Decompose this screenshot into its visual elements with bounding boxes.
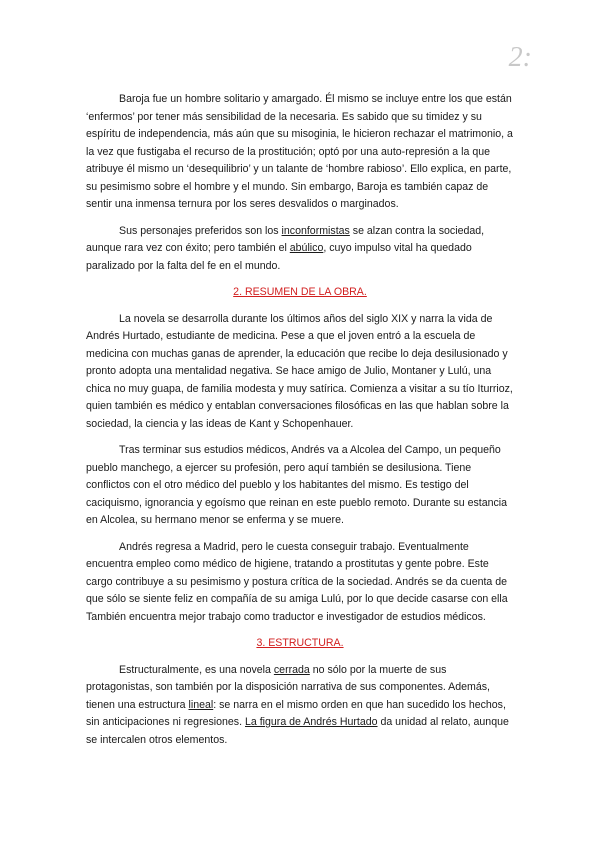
paragraph-characters [86,223,514,276]
text-run: : se narra en el mismo orden en que han sucedido los hechos, sin anticipaciones ni regresiones. [86,698,506,728]
document-body [86,91,514,758]
section-heading-estructura: 3. ESTRUCTURA. [256,637,344,649]
text-run: se alzan contra la sociedad, aunque rara vez con éxito; pero también el [86,224,485,254]
text-run: da unidad al relato, aunque se intercalen otros elementos. [86,716,509,746]
underlined-term-andres-hurtado: La figura de Andrés Hurtado [245,716,378,728]
paragraph-structure [86,662,514,750]
text-run: Estructuralmente, es una novela [119,663,274,676]
paragraph-summary-1: La novela se desarrolla durante los últimos años del siglo XIX y narra la vida de Andrés Hurtado, estudiante de medicina. Pese a que el joven entró a la escuela de medicina con muchas ganas de aprender, la educación que recibe lo deja desilusionado y pronto adopta una mentalidad negativa. Se hace amigo de Julio, Montaner y Lulú, una chica no muy guapa, de familia modesta y muy satírica. Comienza a visitar a su tío Iturrioz, quien también es médico y entablan conversaciones filosóficas en las que hablan sobre la sociedad, la ciencia y las ideas de Kant y Schopenhauer. [86,312,513,430]
underlined-term-inconformistas: inconformistas [281,224,350,237]
paragraph-summary-3: Andrés regresa a Madrid, pero le cuesta conseguir trabajo. Eventualmente encuentra empleo como médico de higiene, tratando a prostitutas y gente pobre. Este cargo contribuye a su pesimismo y postura crítica de la sociedad. Andrés se da cuenta de que sólo se siente feliz en compañía de su amiga Lulú, por lo que decide casarse con ella También encuentra mejor trabajo como traductor e investigador de estudios médicos. [86,540,508,623]
text-run: , cuyo impulso vital ha quedado paralizado por la falta del fe en el mundo. [86,242,472,272]
underlined-term-abulico: abúlico [289,242,324,254]
text-run: Sus personajes preferidos son los [119,224,282,237]
page-number: 2: [508,42,532,73]
paragraph-baroja-character: Baroja fue un hombre solitario y amargado. Él mismo se incluye entre los que están ‘enfermos’ por tener más sensibilidad de la necesaria. Es sabido que su timidez y su espíritu de independencia, más aún que su misoginia, le hicieron rechazar el matrimonio, a la vez que fustigaba el recurso de la prostitución; optó por una auto-represión a la que atribuye él mismo un ‘desequilibrio’ y un talante de ‘hombre rabioso’. Ello explica, en parte, su pesimismo sobre el hombre y el mundo. Sin embargo, Baroja es también capaz de sentir una inmensa ternura por los seres desvalidos o marginados. [86,93,513,210]
underlined-term-lineal: lineal [188,698,214,711]
text-run: no sólo por la muerte de sus protagonistas, son también por la disposición narrativa de sus componentes. Además, tienen una estructura [86,663,490,711]
section-heading-resumen: 2. RESUMEN DE LA OBRA. [233,286,367,298]
underlined-term-cerrada: cerrada [273,663,310,676]
paragraph-summary-2: Tras terminar sus estudios médicos, Andrés va a Alcolea del Campo, un pequeño pueblo manchego, a ejercer su profesión, pero aquí también se desilusiona. Tiene conflictos con el otro médico del pueblo y los habitantes del mismo. Es testigo del caciquismo, ignorancia y egoísmo que reinan en este pueblo remoto. Durante su estancia en Alcolea, su hermano menor se enferma y se muere. [86,444,508,526]
